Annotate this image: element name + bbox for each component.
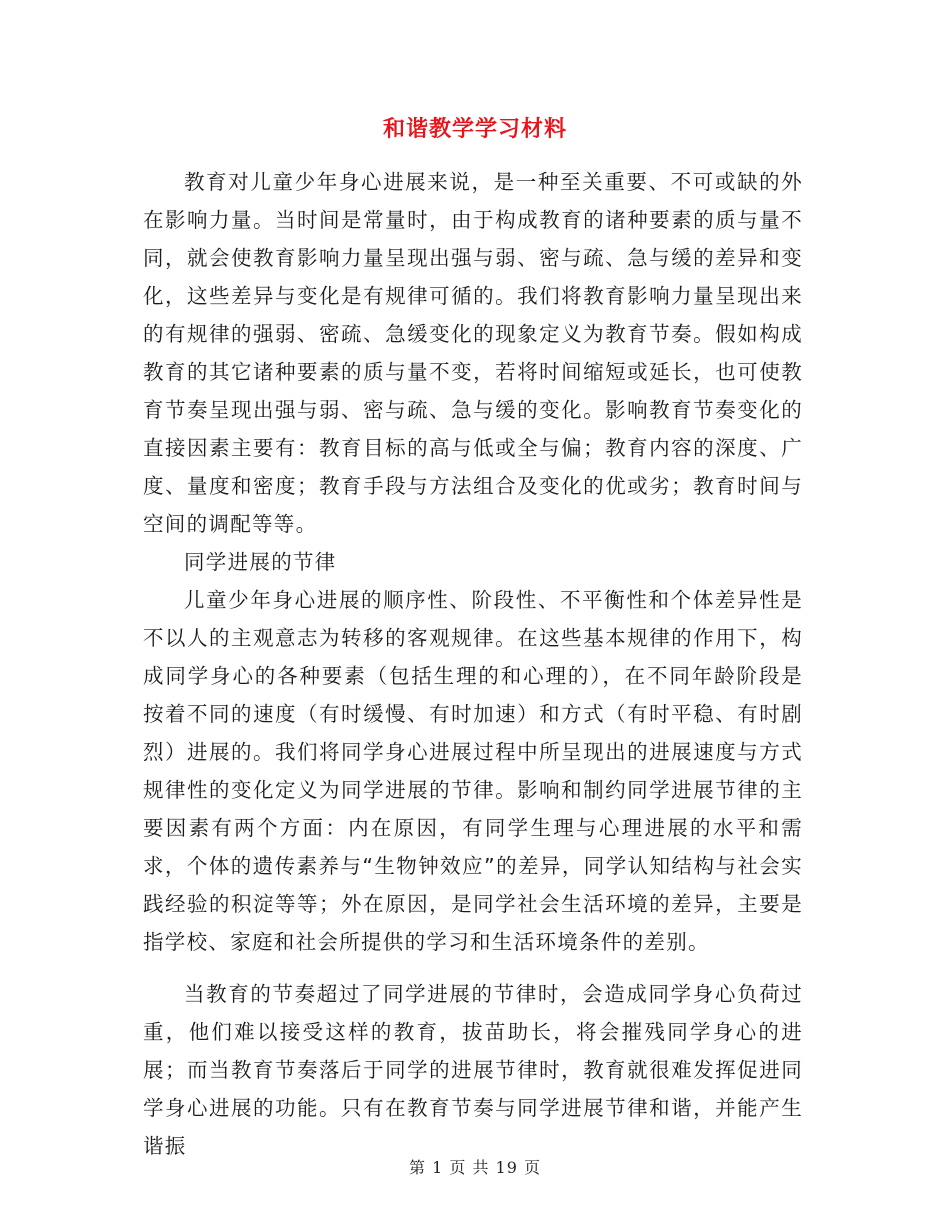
section-heading-student-development: 同学进展的节律 bbox=[184, 550, 337, 574]
paragraph-student-rhythm: 儿童少年身心进展的顺序性、阶段性、不平衡性和个体差异性是不以人的主观意志为转移的客观规律。在这些基本规律的作用下，构成同学身心的各种要素（包括生理的和心理的），在不同年龄阶段是按着不同的速度（有时缓慢、有时加速）和方式（有时平稳、有时剧烈）进展的。我们将同学身心进展过程中所呈现出的进展速度与方式规律性的变化定义为同学进展的节律。影响和制约同学进展节律的主要因素有两个方面：内在原因，有同学生理与心理进展的水平和需求，个体的遗传素养与“生物钟效应”的差异，同学认知结构与社会实践经验的积淀等等；外在原因，是同学社会生活环境的差异，主要是指学校、家庭和社会所提供的学习和生活环境条件的差别。 bbox=[143, 588, 803, 954]
document-body bbox=[143, 163, 803, 1165]
paragraph-education-rhythm: 教育对儿童少年身心进展来说，是一种至关重要、不可或缺的外在影响力量。当时间是常量时，由于构成教育的诸种要素的质与量不同，就会使教育影响力量呈现出强与弱、密与疏、急与缓的差异和变化，这些差异与变化是有规律可循的。我们将教育影响力量呈现出来的有规律的强弱、密疏、急缓变化的现象定义为教育节奏。假如构成教育的其它诸种要素的质与量不变，若将时间缩短或延长，也可使教育节奏呈现出强与弱、密与疏、急与缓的变化。影响教育节奏变化的直接因素主要有：教育目标的高与低或全与偏；教育内容的深度、广度、量度和密度；教育手段与方法组合及变化的优或劣；教育时间与空间的调配等等。 bbox=[143, 170, 803, 536]
page-footer: 第 1 页 共 19 页 bbox=[409, 1158, 541, 1177]
document-title: 和谐教学学习材料 bbox=[382, 117, 567, 142]
paragraph-harmony: 当教育的节奏超过了同学进展的节律时，会造成同学身心负荷过重，他们难以接受这样的教育，拔苗助长，将会摧残同学身心的进展；而当教育节奏落后于同学的进展节律时，教育就很难发挥促进同学身心进展的功能。只有在教育节奏与同学进展节律和谐，并能产生谐振 bbox=[143, 982, 803, 1158]
